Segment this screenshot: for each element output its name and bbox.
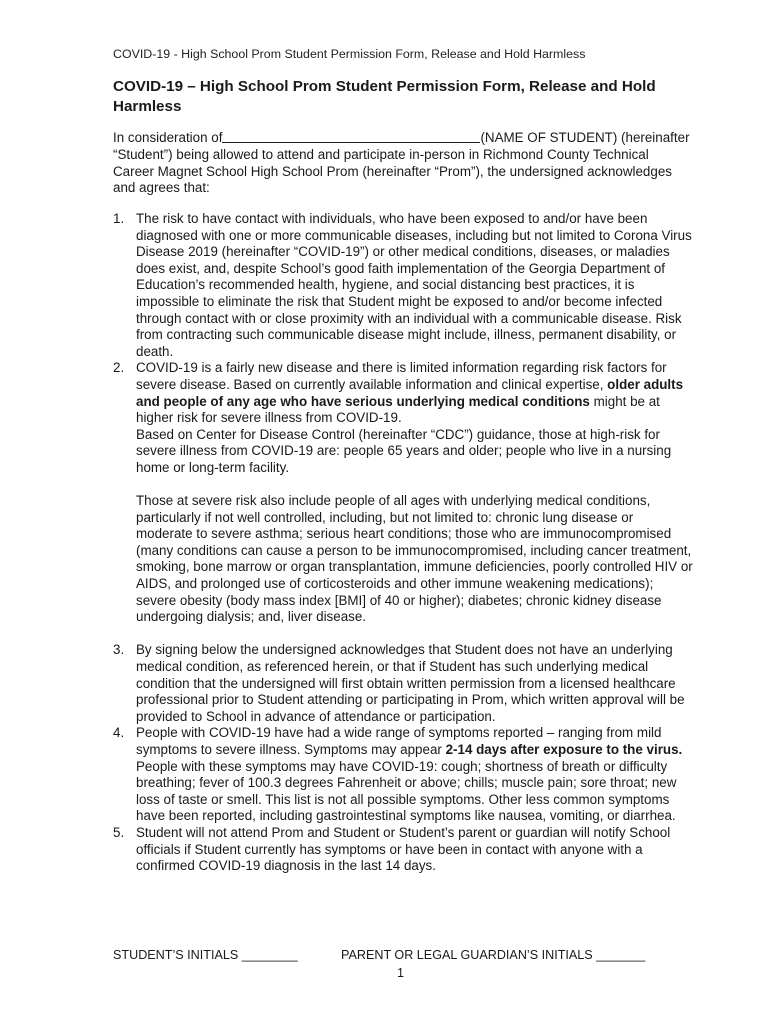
document-title: COVID-19 – High School Prom Student Permission Form, Release and Hold Harmless — [113, 78, 656, 115]
intro-field-label: (NAME OF STUDENT) — [480, 130, 618, 145]
list-item-number: 1. — [113, 211, 125, 226]
text-run: COVID-19 is a fairly new disease and there is limited information regarding risk factors for severe disease. Based on currently available information and clinical expertise, — [136, 360, 667, 392]
intro-paragraph — [113, 130, 693, 197]
list-item — [113, 211, 693, 360]
intro-rest: (hereinafter “Student”) being allowed to attend and participate in-person in Richmond County Technical Career Magnet School High School Prom (hereinafter “Prom”), the undersigned acknowledges and agrees that: — [113, 130, 690, 196]
page-number: 1 — [397, 966, 405, 980]
list-item-paragraph: Based on Center for Disease Control (hereinafter “CDC”) guidance, those at high-risk for severe illness from COVID-19 are: people 65 years and older; people who live in a nursing home or long-term facility. — [136, 426, 672, 475]
list-item-text: The risk to have contact with individuals, who have been exposed to and/or have been diagnosed with one or more communicable diseases, including but not limited to Corona Virus Disease 2019 (hereinafter “COVID-19”) or other medical conditions, diseases, or maladies does exist, and, despite School’s good faith implementation of the Georgia Department of Education’s recommended health, hygiene, and social distancing best practices, it is impossible to eliminate the risk that Student might be exposed to and/or become infected through contact with or close proximity with an individual with a communicable disease. Risk from contracting such communicable disease might include, illness, permanent disability, or death. — [136, 211, 692, 359]
student-name-blank[interactable] — [222, 130, 480, 143]
list-item-paragraph: Those at severe risk also include people of all ages with underlying medical conditions, particularly if not well controlled, including, but not limited to: chronic lung disease or moderate to severe asthma; serious heart conditions; those who are immunocompromised (many conditions can cause a person to be immunocompromised, including cancer treatment, smoking, bone marrow or organ transplantation, immune deficiencies, poorly controlled HIV or AIDS, and prolonged use of corticosteroids and other immune weakening medications); severe obesity (body mass index [BMI] of 40 or higher); diabetes; chronic kidney disease undergoing dialysis; and, liver disease. — [136, 493, 693, 625]
list-item-number: 5. — [113, 824, 125, 840]
list-item-text — [136, 360, 693, 426]
list-item-number: 4. — [113, 725, 125, 741]
list-item — [113, 642, 693, 725]
text-run: might be at higher risk for severe illness from COVID-19. — [136, 393, 660, 426]
intro-lead: In consideration of — [113, 130, 223, 145]
terms-list — [113, 211, 693, 875]
bold-text-run: older adults and people of any age who have serious underlying medical conditions — [136, 376, 684, 409]
list-item-text: Student will not attend Prom and Student or Student’s parent or guardian will notify School officials if Student currently has symptoms or have been in contact with anyone with a confirmed COVID-19 diagnosis in the last 14 days. — [136, 824, 671, 874]
list-item — [113, 360, 693, 642]
bold-text-run: 2-14 days after exposure to the virus. — [445, 742, 683, 757]
student-initials-field[interactable]: STUDENT’S INITIALS ________ — [113, 948, 298, 962]
list-item-number: 2. — [113, 360, 125, 376]
text-run: People with these symptoms may have COVID-19: cough; shortness of breath or difficulty breathing; fever of 100.3 degrees Fahrenheit or above; chills; muscle pain; sore throat; new loss of taste or smell. This list is not all possible symptoms. Other less common symptoms have been reported, including gastrointestinal symptoms like nausea, vomiting, or diarrhea. — [136, 758, 677, 824]
list-item-number: 3. — [113, 642, 125, 658]
list-item — [113, 725, 693, 825]
list-item-text: By signing below the undersigned acknowledges that Student does not have an underlying medical condition, as referenced herein, or that if Student has such underlying medical condition that the undersigned will first obtain written permission from a licensed healthcare professional prior to Student attending or participating in Prom, which written approval will be provided to School in advance of attendance or participation. — [136, 642, 685, 724]
list-item — [113, 825, 693, 875]
parent-initials-field[interactable]: PARENT OR LEGAL GUARDIAN’S INITIALS _______ — [341, 948, 646, 962]
list-item-text — [136, 725, 693, 825]
text-run: People with COVID-19 have had a wide range of symptoms reported – ranging from mild symptoms to severe illness. Symptoms may appear — [136, 725, 662, 757]
running-header: COVID-19 - High School Prom Student Permission Form, Release and Hold Harmless — [113, 47, 586, 61]
